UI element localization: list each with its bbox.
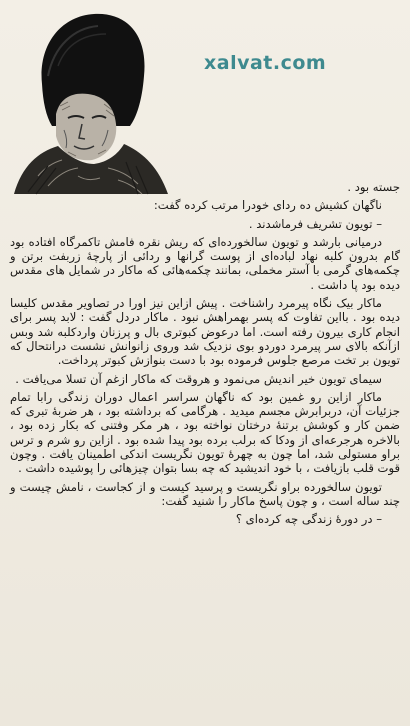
watermark-text: xalvat.com (204, 52, 327, 74)
paragraph: ماکار ازاین رو غمین بود که ناگهان سراسر اعمال دوران زندگی رابا تمام جزئیات آن، دربرابرش مجسم میدید . هرگامی که برداشته بود ، هر ضربهٔ تبری که ضمن کار و کوشش برتنهٔ درختان نواخته بود ، هر مکر وفتنی که بکار زده بود ، بالاخره هرجرعه‌ای از ودکا که برلب برده بود پیدا شده بود . ازاین رو شرم و ترس براو مستولی شد، اما چون به چهرهٔ تویون نگریست اندکی اطمینان یافت . وچون قوت قلب بازیافت ، با خود اندیشید که چه بسا بتوان چیزهائی را پوشیده داشت . (10, 389, 400, 476)
article-body (10, 180, 400, 531)
paragraph: تویون سالخورده براو نگریست و پرسید کیست و از کجاست ، نامش چیست و چند ساله است ، و چون پاسخ ماکار را شنید گفت: (10, 479, 400, 508)
dialogue-line: – در دورهٔ زندگی چه کرده‌ای ؟ (235, 512, 382, 527)
dialogue-line: – تویون تشریف فرماشدند . (248, 216, 382, 231)
paragraph: سیمای تویون خیر اندیش می‌نمود و هروقت که ماکار ازغم آن تسلا می‌یافت . (15, 371, 382, 386)
hooded-elder-illustration (8, 6, 174, 196)
paragraph: ناگهان کشیش ده ردای خودرا مرتب کرده گفت: (153, 198, 382, 213)
paragraph: ماکار بیک نگاه پیرمرد راشناخت . پیش ازاین نیز اورا در تصاویر مقدس کلیسا دیده بود . بااین تفاوت که پسر بهمراهش نبود . ماکار دردل گفت : لابد پسر برای انجام کاری بیرون رفته است. اما درعوض کبوتری بال و پرزنان واردکلبه شد وبس ازآنکه بالای سر پیرمرد دوردو بوی نزدیک شد وروی زانوانش نشست درانتحال که تویون بر تخت مرصع جلوس فرموده بود با دست بنوازش کبوتر پرداخت. (10, 296, 400, 368)
paragraph: درمیانی بارشد و تویون سالخورده‌ای که ریش نقره فامش تاکمرگاه افتاده بود گام بدرون کلبه نهاد لباده‌ای از پوست گرانها و ردائی از پارچهٔ زربفت برتن و چکمه‌های گرمی با آستر مخملی، بمانند چکمه‌هائی که ماکار در شمایل های مقدس دیده بود پا داشت . (10, 234, 400, 292)
paragraph: جسته بود . (347, 180, 400, 194)
